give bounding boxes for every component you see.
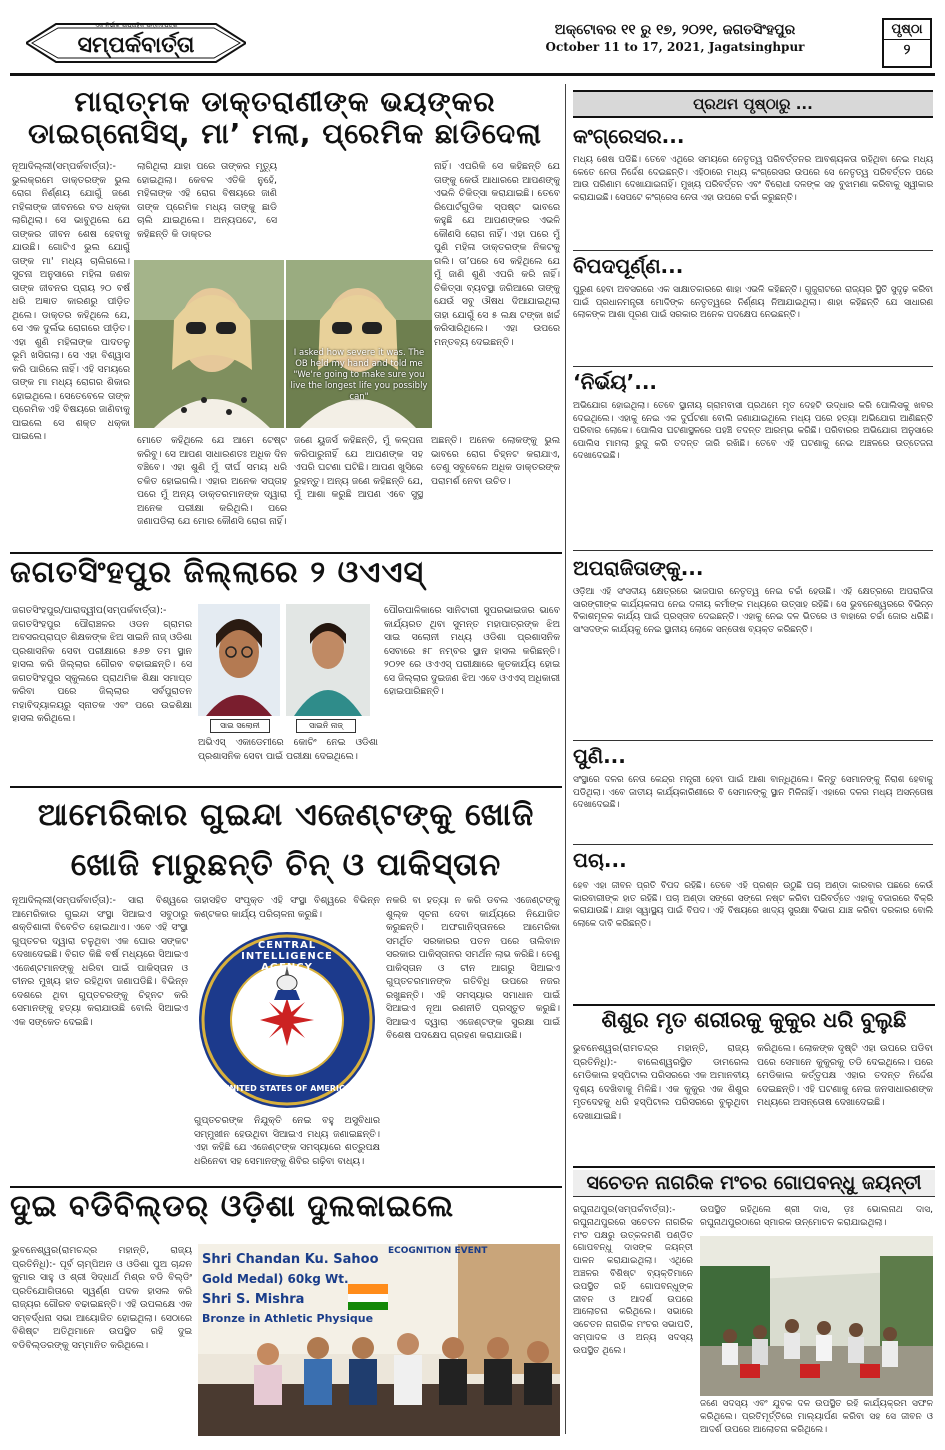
caption-right: ସାଇନି ନାଜ୍ [296,719,356,733]
article1-col2: ଲାଗିଥିଲା ଯାହା ପରେ ତାଙ୍କର ମୃତ୍ୟୁ ହୋଇଥିଲା। କେବଳ ଏତିକି ନୁହେଁ, ମହିଳାଙ୍କ ଏହି ରୋଗ ବିଷୟରେ ଜାଣି ତାଙ୍କ ପ୍ରେମିକ ମଧ୍ୟ ତାଙ୍କୁ ଛାଡି ଚାଲି ଯାଇଥିଲେ। ଅନ୍ୟପଟେ, ସେ କହିଛନ୍ତି କି ଡାକ୍ତର [137,161,277,240]
section-pacha-head: ପଚା... [573,848,627,872]
caption-left: ସାଇ ସଲୋନୀ [210,719,270,733]
article1-photo-right [286,260,432,428]
logo-tagline: ଏକ ନିର୍ଭୀକ ସାପ୍ତାହିକ ସମ୍ବାଦପତ୍ର [94,22,178,29]
article5-col1: ଭୁବନେଶ୍ୱର(ରାମଚନ୍ଦ୍ର ମହାନ୍ତି, ରାଜ୍ୟ ପ୍ରତିନିଧି):- ବାଲେଶ୍ୱରସ୍ଥିତ ଡାମରେଲ ମେଡିକାଲ ହସ୍ପିଟାଲ ପରିସରରେ ଏକ ଅମାନବୀୟ ଦୃଶ୍ୟ ଦେଖିବାକୁ ମିଳିଛି। ଏକ କୁକୁର ଏକ ଶିଶୁର ମୃତଦେହକୁ ଧରି ହସ୍ପିଟାଲ ପରିସରରେ ବୁଲୁଥିବା ଦେଖାଯାଇଛି। [573,1043,749,1122]
section-puni-body: ସଂସ୍ଥାରେ ଦଳର ନେତା କେନ୍ଦ୍ର ମନ୍ତ୍ରୀ ହେବା ପାଇଁ ଆଶା ବାନ୍ଧିଥିଲେ। କିନ୍ତୁ ସେମାନଙ୍କୁ ନିରାଶ ହେବାକୁ ପଡିଥିଲା। ଏବେ ଜାତୀୟ କାର୍ଯ୍ୟକାରିଣୀରେ ବି ସେମାନଙ୍କୁ ସ୍ଥାନ ମିଳିନାହିଁ। ଏହାରେ ଦଳର ମଧ୍ୟ ଅସନ୍ତୋଷ ଦେଖାଦେଇଛି। [573,775,933,811]
masthead [10,12,935,76]
section-pacha-body: ହେବ ଏହା ଜୀବନ ପ୍ରତି ବିପଦ ରହିଛି। ତେବେ ଏହି ପ୍ରଶ୍ନ ଉଠୁଛି ପଚା ଅଣ୍ଡା କାରବାର ପଛରେ କେଉଁ କାରବାରୀଙ୍କ ହାତ ରହିଛି। ପଚା ଅଣ୍ଡା ସଙ୍ଗେ ସଙ୍ଗେ ନଷ୍ଟ କରିବା ପରିବର୍ତ୍ତେ ଏହାକୁ ବଜାରରେ ବିକ୍ରି କରାଯାଉଛି। ଯାହା ସ୍ୱାସ୍ଥ୍ୟ ପାଇଁ ବିପଦ। ଏହି ବିଷୟରେ ଖାଦ୍ୟ ସୁରକ୍ଷା ବିଭାଗ ଯାଞ୍ଚ କରିବା ଦରକାର ବୋଲି ଲୋକେ ଦାବି କରିଛନ୍ତି। [573,881,933,929]
divider-2 [10,786,562,788]
page-label: ପୃଷ୍ଠା [884,20,930,40]
event-banner-line2: Gold Medal) 60kg Wt. [202,1272,349,1286]
event-banner-top: ECOGNITION EVENT [388,1246,488,1256]
article1-headline-line2: ଡାଇଗ୍ନୋସିସ୍, ମା’ ମଲା, ପ୍ରେମିକ ଛାଡିଦେଲା [28,117,542,151]
section-rule [573,250,933,251]
article1-photo-left [134,260,284,428]
column-divider [565,84,566,1434]
article3-col1: ନୂଆଦିଲ୍ଲୀ(ସମ୍ପର୍କବାର୍ତ୍ତା):- ସାରା ବିଶ୍ୱରେ ଆମେରିକାର ଗୁଇନ୍ଦା ସଂସ୍ଥା ସିଆଇଏ ସବୁଠାରୁ ଶକ୍ତିଶାଳୀ ବିବେଚିତ ହୋଇଥାଏ। ଏବେ ଏହି ସଂସ୍ଥା ଗୁପ୍ତଚର ଦ୍ୱାରା ଚଳୁଥିବା ଏକ ଘୋର ସଙ୍କଟ ଦେଖାଦେଇଛି। ବିଗତ କିଛି ବର୍ଷ ମଧ୍ୟରେ ସିଆଇଏ ଏଜେଣ୍ଟମାନଙ୍କୁ ଧରିବା ପାଇଁ ପାକିସ୍ତାନ ଓ ଚୀନର ମୁଖ୍ୟ ହାତ ରହିଥିବା ଜଣାପଡିଛି। ବିଭିନ୍ନ ଦେଶରେ ଥିବା ଗୁପ୍ତଚରଙ୍କୁ ଚିହ୍ନଟ କରି ସେମାନଙ୍କୁ ହତ୍ୟା କରାଯାଉଛି ବୋଲି ସିଆଇଏ ଏକ ସଙ୍କେତ ଦେଇଛି। [12,895,188,1028]
section-puni-head: ପୁଣି... [573,744,626,768]
section-congress-body: ମଧ୍ୟ ଶେଷ ପଡିଛି। ତେବେ ଏଥିରେ ସମୟରେ ନେତୃତ୍ୱ ପରିବର୍ତ୍ତନର ଆବଶ୍ୟକତା ରହିଥିବା ନେଇ ମଧ୍ୟ କେତେ ନେତା ନିର୍ଦ୍ଦେଶ ଦେଇଛନ୍ତି। ଏହିଠାରେ ମଧ୍ୟ କଂଗ୍ରେସର ଉପରେ ସେ ନେତୃତ୍ୱ ପରିବର୍ତ୍ତନ ପରେ ଆଉ ପରିଣାମ ଦେଖାଯାଇନାହିଁ। ମୁଖ୍ୟ ପରିବର୍ତ୍ତନ ଏବଂ ବିରୋଧୀ ଦଳଙ୍କ ସହ ବୁଝାମଣା କରିବାକୁ ସ୍ୱୀକାର କରାଯାଇଛି। ସେପଟେ କଂଗ୍ରେସ ନେତା ଏହା ଉପରେ ଚର୍ଚ୍ଚା କରୁଛନ୍ତି। [573,155,933,203]
article6-right-top: ଉପସ୍ଥିତ ରହିଥିଲେ ଶ୍ରୀ ଦାସ, ଡ଼ଃ ଭୋଲନାଥ ଦାସ, ରଘୁନାଥପୁରଠାରେ ସ୍ମାରକ ଉନ୍ମୋଚନ କରାଯାଇଥିଲା। [700,1205,933,1228]
article2-col2: ପୌରପାଳିକାରେ ସାନିଟାରୀ ସୁପରଭାଇଜର ଭାବେ କାର୍ଯ୍ୟରତ ଥିବା ସୁମନ୍ତ ମହାପାତ୍ରଙ୍କ ଝିଅ ସାଇ ସଲୋନୀ ମଧ୍ୟ ଓଡିଶା ପ୍ରଶାସନିକ ସେବାରେ ୫୮ ନମ୍ବର ସ୍ଥାନ ହାସଲ କରିଛନ୍ତି। ୨୦୨୧ ରେ ଓଏଏସ୍ ପରୀକ୍ଷାରେ କୃତକାର୍ଯ୍ୟ ହୋଇ ସେ ଜିଲ୍ଲାର ଦୁଇଜଣ ଝିଅ ଏବେ ଓଏଏସ୍ ଅଧିକାରୀ ହୋଇପାରିଛନ୍ତି। [384,605,560,697]
section-rule [573,550,933,551]
section-rule [573,844,933,845]
divider-right-2 [573,1166,935,1168]
section-rule [573,366,933,367]
page-number: ୨ [903,42,911,58]
article1-bottom-right: ଜଣେ ୟୁଜର୍ସ କହିଛନ୍ତି, ମୁଁ କଳ୍ପନା କରିପାରୁନାହିଁ ଯେ ଆପଣଙ୍କ ସହ ଏପରି ଘଟଣା ଘଟିଛି। ଆପଣ ଖୁସିରେ ରୁହନ୍ତୁ। ଅନ୍ୟ ଜଣେ କହିଛନ୍ତି ଯେ, ମୁଁ ଆଶା କରୁଛି ଆପଣ ଏବେ ସୁସ୍ଥ ଅଛନ୍ତି। ଅନେକ ଲୋକଙ୍କୁ ଭୁଲ ଭାବରେ ରୋଗ ଚିହ୍ନଟ କରାଯାଏ, ତେଣୁ ସବୁବେଳେ ଅଧିକ ଡାକ୍ତରଙ୍କ ପରାମର୍ଶ ନେବା ଉଚିତ। [294,435,560,500]
article1-headline [10,86,560,150]
newspaper-logo [26,18,246,68]
event-banner-line4: Bronze in Athletic Physique [202,1312,374,1325]
section-rule [573,740,933,741]
portrait-icon [198,604,280,716]
page-number-box [882,18,932,68]
article2-below-photos: ଅଭିଏସ୍ ଏକାଡେମୀରେ କୋଚିଂ ନେଇ ଓଡିଶା ପ୍ରଶାସନିକ ସେବା ପାଇଁ ପରୀକ୍ଷା ଦେଇଥିଲେ। [198,737,378,762]
article3-col3: ନକରି ବା ହତ୍ୟା ନ କରି ଡବଲ ଏଜେଣ୍ଟଙ୍କୁ ଶୁଲ୍କ ସୂଚନା ଦେବା କାର୍ଯ୍ୟରେ ନିଯୋଜିତ କରୁଛନ୍ତି। ଅଫଗାନିସ୍ତାନରେ ଆମେରିକା ସମର୍ଥିତ ସରକାରର ପତନ ପରେ ତାଲିବାନ ସରକାର ପାକିସ୍ତାନର ସମର୍ଥନ ଲାଭ କରିଛି। ତେଣୁ ପାକିସ୍ତାନ ଓ ଚୀନ ଆଗରୁ ସିଆଇଏ ଗୁପ୍ତଚରମାନଙ୍କ ଗତିବିଧି ଉପରେ ନଜର ରଖୁଛନ୍ତି। ଏହି ସମସ୍ୟାର ସମାଧାନ ପାଇଁ ସିଆଇଏ ନୂଆ ରଣନୀତି ପ୍ରସ୍ତୁତ କରୁଛି। ସିଆଇଏ ଦ୍ୱାରା ଏଜେଣ୍ଟଙ୍କ ସୁରକ୍ଷା ପାଇଁ ବିଶେଷ ପଦକ୍ଷେପ ଗ୍ରହଣ କରାଯାଉଛି। [386,895,560,1041]
article6-bottom: ଜଣେ ସଦସ୍ୟ ଏବଂ ଯୁବକ ଦଳ ଉପସ୍ଥିତ ରହି କାର୍ଯ୍ୟକ୍ରମ ସଫଳ କରିଥିଲେ। ପ୍ରତିମୂର୍ତ୍ତିରେ ମାଲ୍ୟାର୍ପଣ କରିବା ସହ ସେ ଜୀବନ ଓ ଆଦର୍ଶ ଉପରେ ଆଲୋଚନା କରିଥିଲେ। [700,1399,933,1435]
article1-headline-line1: ମାରାତ୍ମକ ଡାକ୍ତରାଣୀଙ୍କ ଭୟଙ୍କର [74,85,496,118]
front-page-continued-banner: ପ୍ରଥମ ପୃଷ୍ଠାରୁ ... [573,90,933,118]
section-danger-body: ପୁରୁଣ ହେବା ଅବସରରେ ଏକ ସାକ୍ଷାତକାରରେ ଶାହା ଏଭଳି କହିଛନ୍ତି। ଗୁଜୁରାଟରେ ରାଜ୍ୟର ସ୍ଥିତି ସୁଦୃଢ଼ କରିବା ପାଇଁ ପ୍ରଧାନମନ୍ତ୍ରୀ ମୋଦିଙ୍କ ନେତୃତ୍ୱରେ ନିର୍ଣ୍ଣୟ ନିଆଯାଇଥିଲା। ଶାହା କହିଛନ୍ତି ଯେ ସାଧାରଣ ଲୋକଙ୍କ ଆଶା ପୂରଣ ପାଇଁ ସରକାର ଅନେକ ପଦକ୍ଷେପ ନେଇଛନ୍ତି। [573,285,933,321]
date-english: October 11 to 17, 2021, Jagatsinghpur [545,40,805,54]
woman-photo-icon [134,260,284,428]
date-odia: ଅକ୍ଟୋବର ୧୧ ରୁ ୧୭, ୨୦୨୧, ଜଗତସିଂହପୁର [554,22,796,38]
article5-headline: ଶିଶୁର ମୃତ ଶରୀରକୁ କୁକୁର ଧରି ବୁଲୁଛି [601,1008,907,1032]
gopabandhu-event-photo [700,1236,933,1396]
article4-col1: ଭୁବନେଶ୍ୱର(ରାମଚନ୍ଦ୍ର ମହାନ୍ତି, ରାଜ୍ୟ ପ୍ରତିନିଧି):- ପୂର୍ବ ଚାମ୍ପିଅନ ଓ ଓଡିଶା ପୁଅ ଚାନ୍ଦନ କୁମାର ସାହୁ ଓ ଶ୍ରୀ ସିଦ୍ଧାର୍ଥ ମିଶ୍ର ବଡି ବିଲ୍ଡିଂ ପ୍ରତିଯୋଗିତାରେ ସ୍ୱର୍ଣ୍ଣ ପଦକ ହାସଲ କରି ରାଜ୍ୟର ଗୌରବ ବଢାଇଛନ୍ତି। ଏହି ଉପଲକ୍ଷେ ଏକ ସମ୍ବର୍ଦ୍ଧନା ସଭା ଆୟୋଜିତ ହୋଇଥିଲା। ସେଠାରେ ବିଶିଷ୍ଟ ଅତିଥିମାନେ ଉପସ୍ଥିତ ରହି ଦୁଇ ବଡିବିଲ୍ଡରଙ୍କୁ ସମ୍ମାନିତ କରିଥିଲେ। [12,1245,192,1351]
article1-col3: ନାହିଁ। ଏପରିକି ସେ କହିଛନ୍ତି ଯେ ତାଙ୍କୁ କେଉଁ ଆଧାରରେ ଆପଣଙ୍କୁ ଏଭଳି ଚିକିତ୍ସା କରାଯାଇଛି। ତେବେ ରିପୋର୍ଟଗୁଡିକ ସ୍ପଷ୍ଟ ଭାବରେ କହୁଛି ଯେ ଆପଣଙ୍କର ଏଭଳି କୌଣସି ରୋଗ ନାହିଁ। ଏହା ପରେ ମୁଁ ପୁଣି ମହିଳା ଡାକ୍ତରଙ୍କ ନିକଟକୁ ଗଲି। ତା’ପରେ ସେ କହିଥିଲେ ଯେ ମୁଁ ଜାଣି ଶୁଣି ଏପରି କରି ନାହିଁ। ଚିକିତ୍ସା ବ୍ୟବସ୍ଥା ଜରିଆରେ ତାଙ୍କୁ ଯେଉଁ ସବୁ ଔଷଧ ଦିଆଯାଇଥିଲା ତାହା ଯୋଗୁଁ ସେ ୫ ଲକ୍ଷ ଟଙ୍କା ଖର୍ଚ୍ଚ କରିସାରିଥିଲେ। ଏହା ଉପରେ ମନ୍ତବ୍ୟ ଦେଇଛନ୍ତି। [434,161,560,348]
section-nirbhaya-head: ‘ନିର୍ଭୟ’... [573,370,658,394]
event-banner-line1: Shri Chandan Ku. Sahoo [202,1252,379,1267]
article3-col2-below: ଗୁପ୍ତଚରଙ୍କ ନିଯୁକ୍ତି ନେଇ ବହୁ ଅସୁବିଧାର ସମ୍ମୁଖୀନ ହେଉଥିବା ସିଆଇଏ ମଧ୍ୟ ଜଣାଇଛନ୍ତି। ଏହା କହିଛି ଯେ ଏଜେଣ୍ଟଙ୍କ ସମସ୍ୟାରେ ଶତ୍ରୁପକ୍ଷ ଧରିନେବା ସହ ସେମାନଙ୍କୁ ଶିବିର ଗଢ଼ିବା ବାଧ୍ୟ। [194,1115,380,1167]
article3-col2-top: ତାହାସହିତ ସଂପୃକ୍ତ ଏହି ସଂସ୍ଥା ବିଶ୍ୱରେ ବିଭିନ୍ନ କଣ୍ଟକର କାର୍ଯ୍ୟ ପରିଚାଳନା କରୁଛି। [194,895,380,920]
bodybuilder-event-photo [198,1244,560,1436]
section-danger-head: ବିପଦପୂର୍ଣ୍ଣ... [573,254,684,278]
article1-col2b [287,160,427,256]
article2-headline: ଜଗତସିଂହପୁର ଜିଲ୍ଲାରେ ୨ ଓଏଏସ୍ [10,555,425,590]
video-caption: I asked how severe it was. The OB held my hand and told me "We're going to make sure you live the longest life you possibly can" [290,348,428,402]
article2-photo-left [198,604,280,716]
meeting-photo-icon [700,1236,933,1396]
section-aparajita-body: ଓଡ଼ିଆ ଏହି ସଂସଦୀୟ କ୍ଷେତ୍ରରେ ଭାଜପାର ନେତୃତ୍ୱ ନେଇ ଚର୍ଚ୍ଚା ହେଉଛି। ଏହି କ୍ଷେତ୍ରରେ ଅପରାଜିତା ସାରଙ୍ଗୀଙ୍କ କାର୍ଯ୍ୟକଳାପ ନେଇ ଦଳୀୟ କର୍ମୀଙ୍କ ମଧ୍ୟରେ ଉତ୍ସାହ ରହିଛି। ସେ ଭୁବନେଶ୍ୱରରେ ବିଭିନ୍ନ ବିକାଶମୂଳକ କାର୍ଯ୍ୟ ପାଇଁ ପ୍ରସ୍ତାବ ଦେଇଛନ୍ତି। ଏହାକୁ ନେଇ ଦଳ ଭିତରେ ଓ ବାହାରେ ଚର୍ଚ୍ଚା ଜୋର ଧରିଛି। ସାଂସଦଙ୍କ କାର୍ଯ୍ୟକୁ ନେଇ ସ୍ଥାନୀୟ ଲୋକେ ସନ୍ତୋଷ ବ୍ୟକ୍ତ କରିଛନ୍ତି। [573,587,933,635]
divider-1 [10,552,562,554]
section-nirbhaya-body: ଅଭିଯୋଗ ହୋଇଥିଲା। ତେବେ ସ୍ଥାନୀୟ ଗ୍ରାମବାସୀ ପ୍ରଥମେ ମୃତ ଦେହଟି ଉଦ୍ଧାର କରି ପୋଲିସକୁ ଖବର ଦେଇଥିଲେ। ଏହାକୁ ନେଇ ଏକ ଦୁର୍ଘଟଣା ବୋଲି ଜଣାଯାଇଥିଲେ ମଧ୍ୟ ପରେ ହତ୍ୟା ଅଭିଯୋଗ ଆଣିଛନ୍ତି ପରିବାର ଲୋକେ। ପୋଲିସ ଘଟଣାସ୍ଥଳରେ ପହଞ୍ଚି ତଦନ୍ତ ଆରମ୍ଭ କରିଛି। ପରିବାରର ଅଭିଯୋଗ ଅନୁସାରେ ପୋଲିସ ମାମଲା ରୁଜୁ କରି ତଦନ୍ତ ଜାରି ରଖିଛି। ତେବେ ଏହି ଘଟଣାକୁ ନେଇ ଅଞ୍ଚଳରେ ଉତ୍ତେଜନା ଦେଖାଦେଇଛି। [573,401,933,462]
section-congress-head: କଂଗ୍ରେସର... [573,124,685,148]
article4-headline: ଦୁଇ ବଡିବିଲ୍ଡର୍ ଓଡ଼ିଶା ଦୁଲକାଇଲେ [10,1189,455,1224]
article3-headline-line2: ଖୋଜି ମାରୁଛନ୍ତି ଚିନ୍ ଓ ପାକିସ୍ତାନ [70,847,502,883]
divider-3 [10,1186,562,1188]
logo-title: ସମ୍ପର୍କବାର୍ତ୍ତା [77,32,195,58]
article2-photo-right [286,604,370,716]
article6-col1: ରଘୁନାଥପୁର(ସମ୍ପର୍କବାର୍ତ୍ତା):- ରଘୁନାଥପୁରରେ ସଚେତନ ନାଗରିକ ମଂଚ ପକ୍ଷରୁ ଉତ୍କଳମଣି ପଣ୍ଡିତ ଗୋପବନ୍ଧୁ ଦାସଙ୍କ ଜୟନ୍ତୀ ପାଳନ କରାଯାଇଥିଲା। ଏଥିରେ ଅଞ୍ଚଳର ବିଶିଷ୍ଟ ବ୍ୟକ୍ତିମାନେ ଉପସ୍ଥିତ ରହି ଗୋପବନ୍ଧୁଙ୍କ ଜୀବନ ଓ ଆଦର୍ଶ ଉପରେ ଆଲୋଚନା କରିଥିଲେ। ସଭାରେ ସଚେତନ ନାଗରିକ ମଂଚର ସଭାପତି, ସମ୍ପାଦକ ଓ ଅନ୍ୟ ସଦସ୍ୟ ଉପସ୍ଥିତ ଥିଲେ। [573,1205,693,1356]
article6-headline: ସଚେତନ ନାଗରିକ ମଂଚର ଗୋପବନ୍ଧୁ ଜୟନ୍ତୀ [573,1170,935,1197]
article1-bottom-mid: ମୋତେ କହିଥିଲେ ଯେ ଆମେ ଟେଷ୍ଟ କରିବୁ। ସେ ଆପଣ ସାଧାରଣତଃ ଅଧିକ ଦିନ ବଞ୍ଚିବେ। ଏହା ଶୁଣି ମୁଁ ଦୀର୍ଘ ସମୟ ଧରି ଚକିତ ହୋଇଗଲି। ଏହାର ଅନେକ ସପ୍ତାହ ପରେ ମୁଁ ଅନ୍ୟ ଡାକ୍ତରମାନଙ୍କ ଦ୍ୱାରା ଅନେକ ପରୀକ୍ଷା କରିଥିଲି। ପରେ ଜଣାପଡିଲା ଯେ ମୋର କୌଣସି ରୋଗ ନାହିଁ। [137,435,287,527]
seal-text-top: CENTRAL INTELLIGENCE AGENCY [241,940,333,973]
seal-text-bottom: UNITED STATES OF AMERICA [222,1084,352,1093]
section-aparajita-head: ଅପରାଜିତାଙ୍କୁ... [573,556,704,580]
article2-col1: ଜଗତସିଂହପୁର/ପାରାଦ୍ୱୀପ(ସମ୍ପର୍କବାର୍ତ୍ତା):- ଜଗତସିଂହପୁର ପୌରାଞ୍ଚଳର ଓଡନ ଗ୍ରାମର ଅବସରପ୍ରାପ୍ତ ଶିକ୍ଷକଙ୍କ ଝିଅ ସାଇନି ନାଜ୍ ଓଡିଶା ପ୍ରଶାସନିକ ସେବା ପରୀକ୍ଷାରେ ୫୬୭ ତମ ସ୍ଥାନ ହାସଲ କରି ଜିଲ୍ଲାର ଗୌରବ ବଢାଇଛନ୍ତି। ସେ ଜଗତସିଂହପୁର ସ୍କୁଲରେ ପ୍ରାଥମିକ ଶିକ୍ଷା ସମାପ୍ତ କରିବା ପରେ ଜିଲ୍ଲାର ସର୍ବପୁରାତନ ମହାବିଦ୍ୟାଳୟରୁ ସ୍ନାତକ ଏବଂ ପରେ ଉଚ୍ଚଶିକ୍ଷା ହାସଲ କରିଥିଲେ। [12,605,192,724]
event-banner-line3: Shri S. Mishra [202,1292,305,1307]
article1-col1: ନୂଆଦିଲ୍ଲୀ(ସମ୍ପର୍କବାର୍ତ୍ତା):- ଭୁଲକ୍ରମେ ଡାକ୍ତରଙ୍କ ଭୁଲ ରୋଗ ନିର୍ଣ୍ଣୟ ଯୋଗୁଁ ଜଣେ ମହିଳାଙ୍କ ଜୀବନରେ ବଡ ଧକ୍କା ଲାଗିଥିଲା। ସେ ଭାବୁଥିଲେ ଯେ ତାଙ୍କର ଜୀବନ ଶେଷ ହେବାକୁ ଯାଉଛି। ଗୋଟିଏ ଭୁଲ ଯୋଗୁଁ ତାଙ୍କ ମା' ମଧ୍ୟ ଚାଲିଗଲେ। ସୁଚନା ଅନୁସାରେ ମହିଳା ଜଣକ ତାଙ୍କ ଜୀବନର ପ୍ରାୟ ୨୦ ବର୍ଷ ଧରି ଅଜ୍ଞାତ କାରଣରୁ ପୀଡ଼ିତ ଥିଲେ। ଡାକ୍ତର କହିଥିଲେ ଯେ, ସେ ଏକ ଦୁର୍ଲଭ ରୋଗରେ ପୀଡ଼ିତ। ଏହା ଶୁଣି ମହିଳାଙ୍କ ପାଦତଳୁ ଭୂମି ଖସିଗଲା। ସେ ଏହା ବିଶ୍ୱାସ କରି ପାରିଲେ ନାହିଁ। ଏହି ସମୟରେ ତାଙ୍କ ମା ମଧ୍ୟ ରୋଗର ଶିକାର ହୋଇଥିଲେ। ସେତେବେଳେ ତାଙ୍କ ପ୍ରେମିକ ଏହି ବିଷୟରେ ଜାଣିବାକୁ ପାଇଲେ ସେ ଶକ୍ତ ଧକ୍କା ପାଇଲେ। [12,161,130,442]
divider-right-1 [573,1004,935,1006]
article5-col2: କରିଥିଲେ। ଲୋକଙ୍କ ଦୃଷ୍ଟି ଏହା ଉପରେ ପଡିବା ପରେ ସେମାନେ କୁକୁରକୁ ତଡି ଦେଇଥିଲେ। ପରେ ମେଡିକାଲ କର୍ତ୍ତୃପକ୍ଷ ଏହାର ତଦନ୍ତ ନିର୍ଦ୍ଦେଶ ଦେଇଛନ୍ତି। ଏହି ଘଟଣାକୁ ନେଇ ଜନସାଧାରଣଙ୍କ ମଧ୍ୟରେ ଅସନ୍ତୋଷ ଦେଖାଦେଇଛି। [757,1043,933,1108]
article3-headline [10,790,562,890]
article3-headline-line1: ଆମେରିକାର ଗୁଇନ୍ଦା ଏଜେଣ୍ଟଙ୍କୁ ଖୋଜି [37,797,535,833]
portrait-icon [286,604,370,716]
cia-seal [194,928,380,1112]
dateline [510,22,840,54]
